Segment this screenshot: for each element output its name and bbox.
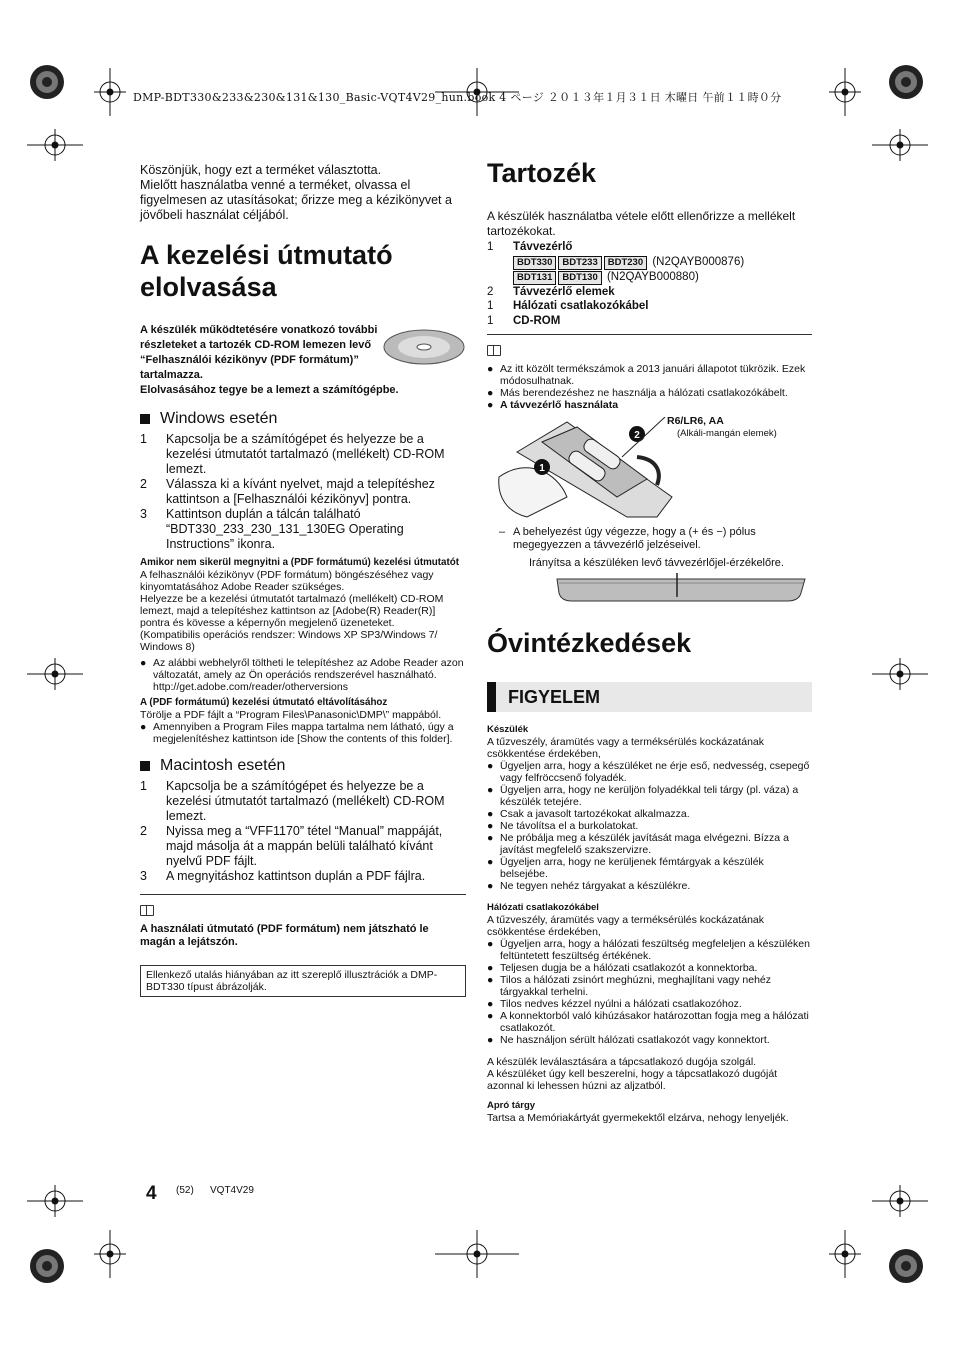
info-box (140, 965, 466, 997)
player-drawing (487, 571, 812, 607)
fail-bullets (140, 657, 466, 693)
list-item: 2 Válassza ki a kívánt nyelvet, majd a telepítéshez kattintson a [Felhasználói kézikönyv] pontra. (140, 477, 435, 506)
list-item: ● Ügyeljen arra, hogy ne kerüljön folyadékkal teli tárgy (pl. váza) a készülék tetejére. (487, 784, 799, 808)
info-box-text: Ellenkező utalás hiányában az itt szereplő illusztrációk a DMP-BDT330 típust ábrázolják. (146, 969, 438, 993)
keszulek-title: Készülék (487, 724, 529, 735)
figyelem-banner: FIGYELEM (487, 682, 812, 712)
mac-section (140, 757, 466, 884)
list-item: 1 Hálózati csatlakozókábel (487, 300, 649, 312)
cd-info (140, 323, 466, 398)
list-item: ● Ügyeljen arra, hogy a hálózati feszültség megfeleljen a készüléken feltüntetett feszültség értékének. (487, 938, 810, 962)
caution-title: Óvintézkedések (487, 628, 692, 658)
step-2-number: 2 (634, 430, 640, 441)
model-badge: BDT230 (604, 256, 647, 270)
remove-title: A (PDF formátumú) kezelési útmutató eltávolításához (140, 697, 388, 708)
list-item: 1 Kapcsolja be a számítógépet és helyezze be a kezelési útmutatót tartalmazó (mellékelt) CD-ROM lemezt. (140, 779, 445, 823)
list-item: ● Az alábbi webhelyről töltheti le telepítéshez az Adobe Reader azon változatát, amely az Ön operációs rendszerével használható. http://get.adobe.com/reader/otherversions (140, 657, 464, 693)
list-item: ● Ne próbálja meg a készülék javítását maga elvégezni. Bízza a javítást megfelelő szakszervizre. (487, 832, 789, 856)
kabel-list (487, 938, 812, 1046)
list-item: 1 CD-ROM (487, 314, 561, 327)
step-1-number: 1 (539, 463, 545, 474)
list-item: 3 A megnyitáshoz kattintson duplán a PDF fájlra. (140, 869, 426, 883)
remove-body: Törölje a PDF fájlt a “Program Files\Panasonic\DMP\” mappából. (140, 709, 442, 721)
model-badge: BDT233 (558, 256, 601, 270)
tartozek-intro: A készülék használatba vétele előtt ellenőrizze a mellékelt tartozékokat. (487, 209, 796, 238)
tartozek-title: Tartozék (487, 158, 597, 188)
list-item: ● A távvezérlő használata (487, 399, 619, 411)
list-item: 2 Nyissa meg a “VFF1170” tétel “Manual” mappáját, majd másolja át a mappán belüli található kívánt nyelvű PDF fájlt. (140, 824, 443, 868)
divider (487, 334, 812, 335)
note-book-icon (140, 905, 154, 916)
list-item: ● Az itt közölt termékszámok a 2013 januári állapotot tükrözik. Ezek módosulhatnak. (487, 363, 806, 387)
accessory-list (487, 240, 812, 328)
apro-body: Tartsa a Memóriakártyát gyermekektől elzárva, nehogy lenyeljék. (487, 1112, 789, 1124)
caution-content (487, 724, 812, 1124)
list-item: ● Teljesen dugja be a hálózati csatlakozót a konnektorba. (487, 962, 758, 974)
model-badge: BDT130 (558, 271, 601, 285)
battery-sub: (Alkáli-mangán elemek) (677, 428, 777, 439)
file-header: DMP-BDT330&233&230&131&130_Basic-VQT4V29_hun.book 4 ページ ２０１３年１月３１日 木曜日 午前１１時０分 (133, 91, 782, 104)
list-item: ● Csak a javasolt tartozékokat alkalmazza. (487, 808, 690, 820)
mac-steps (140, 779, 466, 884)
kabel-intro: A tűzveszély, áramütés vagy a terméksérülés kockázatának csökkentése érdekében, (487, 914, 765, 938)
model-row-2: BDT131 BDT130 (N2QAYB000880) (487, 270, 812, 285)
list-item: ● Tilos nedves kézzel nyúlni a hálózati csatlakozóhoz. (487, 998, 742, 1010)
list-item: 1 Távvezérlő (487, 241, 573, 253)
windows-heading: Windows esetén (140, 410, 466, 428)
remove-bullets (140, 721, 466, 745)
apro-title: Apró tárgy (487, 1100, 536, 1111)
cd-text: A készülék működtetésére vonatkozó további részleteket a tartozék CD-ROM lemezen levő “Felhasználói kézikönyv (PDF formátum)” tartalmazza. (140, 324, 378, 381)
list-item: ● Amennyiben a Program Files mappa tartalma nem látható, úgy a megjelenítéshez kattintson ide [Show the contents of this folder]. (140, 721, 454, 745)
note-icon-wrap (487, 343, 812, 361)
footer-ref: (52) (176, 1185, 194, 1196)
polarity-note: – A behelyezést úgy végezze, hogy a (+ és −) pólus megegyezzen a távvezérlő jelzéseivel. (499, 526, 756, 551)
list-item: ● Más berendezéshez ne használja a hálózati csatlakozókábelt. (487, 387, 788, 399)
note-book-icon (487, 345, 501, 356)
disconnect-text: A készülék leválasztására a tápcsatlakozó dugója szolgál. A készüléket úgy kell beszerelni, hogy a tápcsatlakozó dugóját azonnal ki lehessen húzni az aljzatból. (487, 1056, 778, 1092)
keszulek-intro: A tűzveszély, áramütés vagy a terméksérülés kockázatának csökkentése érdekében, (487, 736, 765, 760)
divider (140, 894, 466, 895)
list-item: ● Ne használjon sérült hálózati csatlakozót vagy konnektort. (487, 1034, 770, 1046)
kabel-title: Hálózati csatlakozókábel (487, 902, 599, 913)
fail-title: Amikor nem sikerül megnyitni a (PDF formátumú) kezelési útmutatót (140, 557, 460, 568)
page-title: A kezelési útmutató elolvasása (140, 240, 393, 302)
cd-rom-icon (382, 327, 466, 367)
cd-text-2: Elolvasásához tegye be a lemezt a számítógépbe. (140, 384, 399, 396)
footer-code: VQT4V29 (210, 1185, 254, 1196)
model-row-1: BDT330 BDT233 BDT230 (N2QAYB000876) (487, 255, 812, 270)
list-item: ● Ne tegyen nehéz tárgyakat a készülékre. (487, 880, 691, 892)
right-column (487, 157, 812, 1124)
list-item: ● Ügyeljen arra, hogy a készüléket ne érje eső, nedvesség, csepegő vagy felfröccsenő folyadék. (487, 760, 810, 784)
list-item: 2 Távvezérlő elemek (487, 285, 615, 298)
keszulek-list (487, 760, 812, 892)
model-badge: BDT330 (513, 256, 556, 270)
model-badge: BDT131 (513, 271, 556, 285)
battery-label: R6/LR6, AA (667, 415, 724, 427)
accessory-notes (487, 363, 812, 411)
list-item: 1 Kapcsolja be a számítógépet és helyezze be a kezelési útmutatót tartalmazó (mellékelt) CD-ROM lemezt. (140, 432, 445, 476)
list-item: ● Tilos a hálózati zsinórt meghúzni, meghajlítani vagy nehéz tárgyakkal terhelni. (487, 974, 772, 998)
windows-section (140, 410, 466, 745)
list-item: ● Ügyeljen arra, hogy ne kerüljenek fémtárgyak a készülék belsejébe. (487, 856, 764, 880)
left-column (140, 163, 466, 997)
list-item: 3 Kattintson duplán a tálcán található “BDT330_233_230_131_130EG Operating Instructions” ikonra. (140, 507, 404, 551)
aim-note: Irányítsa a készüléken levő távvezérlőjel-érzékelőre. (529, 557, 784, 569)
mac-heading: Macintosh esetén (140, 757, 466, 775)
list-item: ● Ne távolítsa el a burkolatokat. (487, 820, 639, 832)
remote-illustration (487, 417, 812, 522)
windows-steps (140, 432, 466, 552)
note-icon-wrap (140, 903, 466, 921)
note-bold: A használati útmutató (PDF formátum) nem játszható le magán a lejátszón. (140, 923, 429, 948)
fail-body: A felhasználói kézikönyv (PDF formátum) böngészéséhez vagy kinyomtatásához Adobe Reader szükséges. Helyezze be a kezelési útmutatót tartalmazó (mellékelt) CD-ROM lemezt, majd a telepítéshez kattintson az [Adobe(R) Reader(R)] pontra és kövesse a képernyőn megjelenő üzeneteket. (Kompatibilis operációs rendszer: Windows XP SP3/Windows 7/ Windows 8) (140, 569, 444, 653)
list-item: ● A konnektorból való kihúzásakor határozottan fogja meg a hálózati csatlakozót. (487, 1010, 809, 1034)
intro-text: Köszönjük, hogy ezt a terméket választotta. Mielőtt használatba venné a terméket, olvassa el figyelmesen az utasításokat; őrizze meg a kézikönyvet a jövőbeli használat céljából. (140, 163, 452, 222)
page-number: 4 (146, 1183, 157, 1204)
